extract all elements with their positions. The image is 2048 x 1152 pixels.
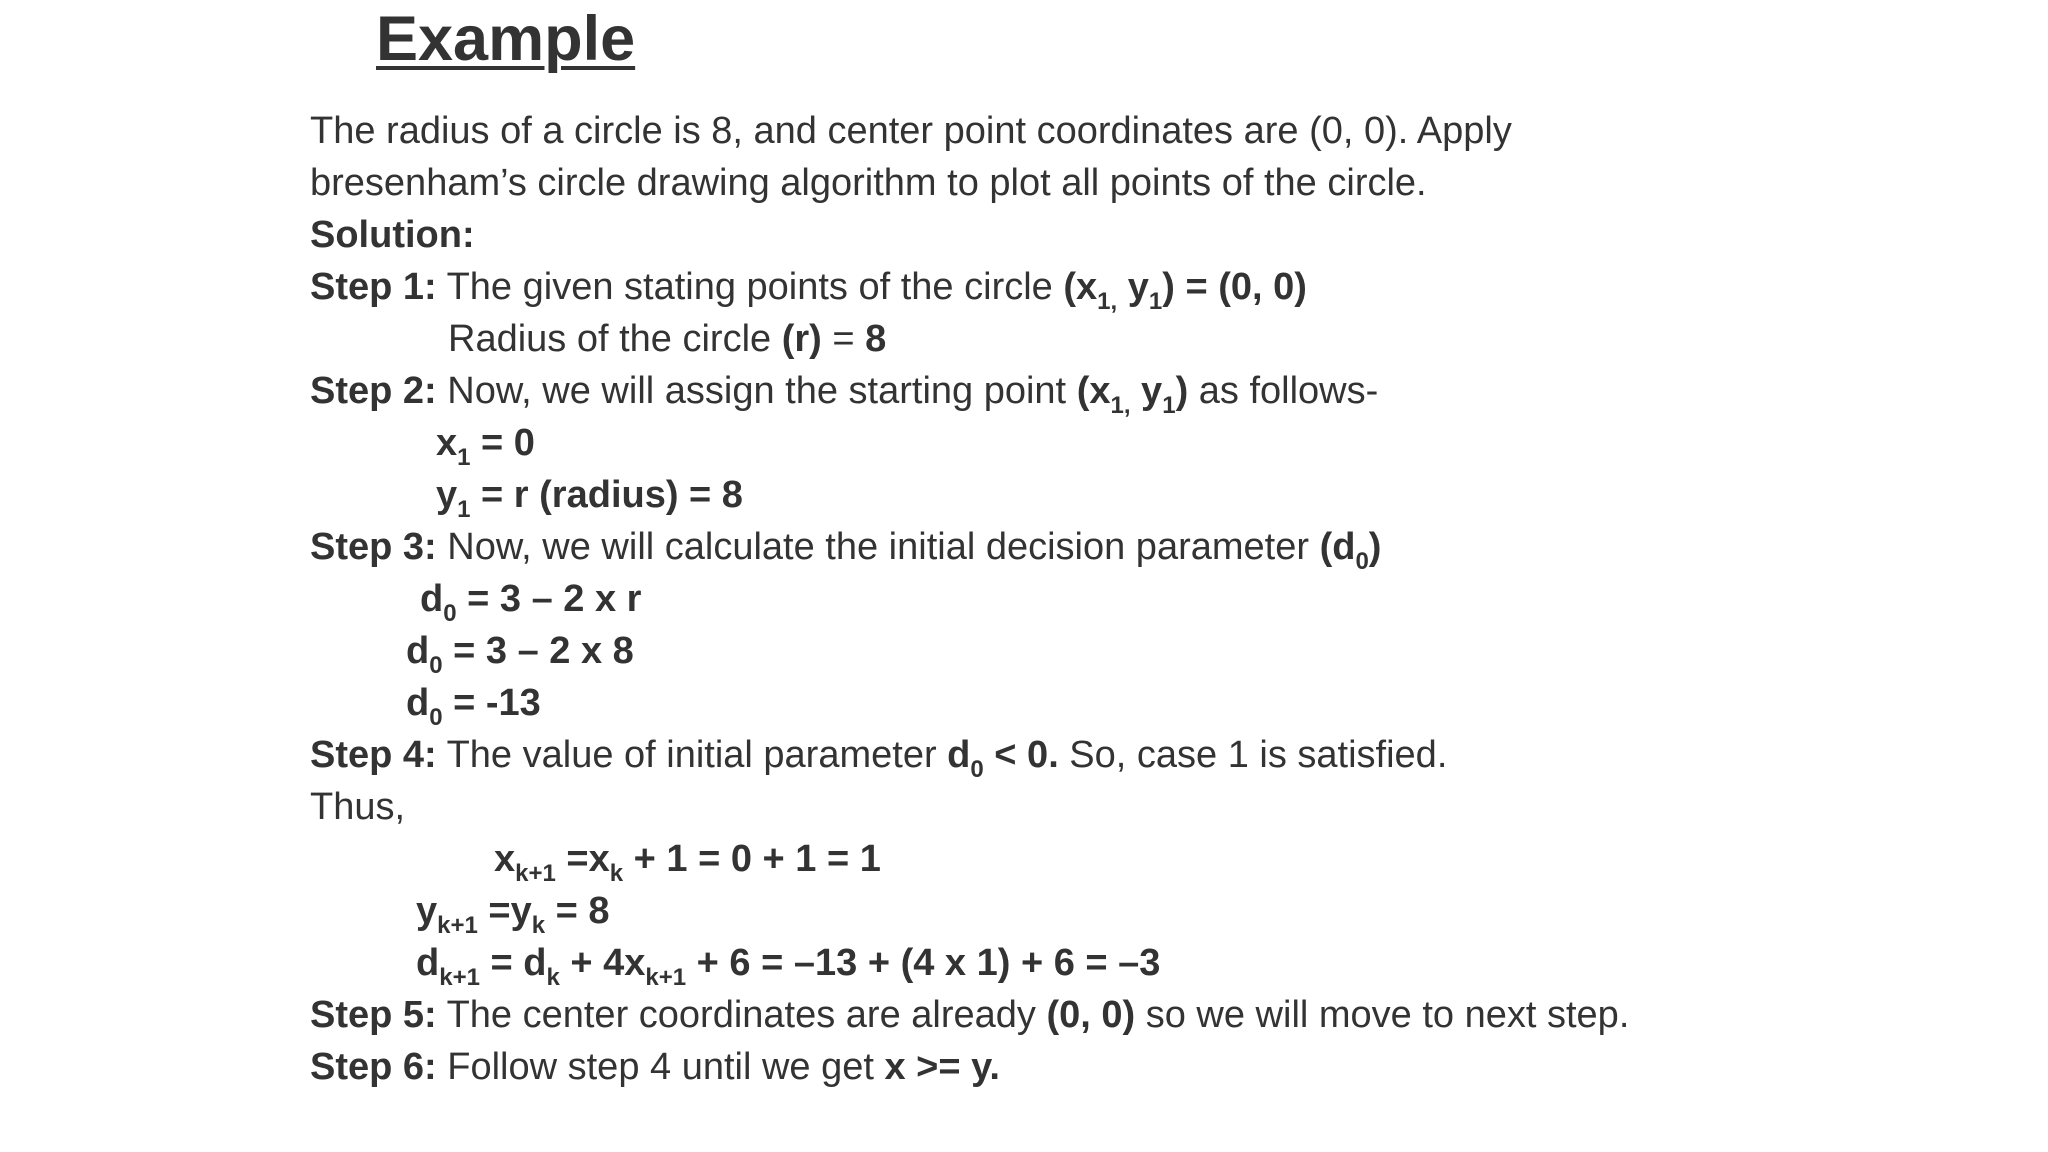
step4-x-equation [494, 833, 881, 885]
step2-x1-sub: 1 [457, 444, 471, 471]
step5-label: Step 5: [310, 994, 437, 1036]
step4-d-var: d [416, 942, 440, 984]
step4-text: The value of initial parameter [436, 734, 948, 776]
step4-y-sub2: k [531, 912, 546, 939]
step1-point-sub1: 1, [1097, 288, 1118, 315]
step1-point-pre: (x [1063, 266, 1098, 308]
step6-text: Follow step 4 until we get [436, 1046, 885, 1088]
step4-d-rest: + 6 = –13 + (4 x 1) + 6 = –3 [686, 942, 1161, 984]
step4-x-rest: + 1 = 0 + 1 = 1 [623, 838, 881, 880]
step3-label: Step 3: [310, 526, 437, 568]
step6-condition: x >= y. [884, 1046, 1000, 1088]
step3-line [310, 521, 1381, 573]
step4-x-eq: =x [555, 838, 610, 880]
step1-radius-symbol: (r) [781, 318, 822, 360]
step3-param [1319, 526, 1382, 575]
problem-line-1: The radius of a circle is 8, and center point coordinates are (0, 0). Apply [310, 110, 1512, 152]
step5-text: The center coordinates are already [436, 994, 1047, 1036]
step5-line [310, 989, 1629, 1041]
step1-point-sub2: 1 [1148, 288, 1163, 315]
step4-d-mid: + 4x [559, 942, 646, 984]
step2-x1-equation [436, 417, 535, 469]
step3-eq2-rest: = 3 – 2 x 8 [442, 630, 634, 672]
step3-eq1-sub: 0 [443, 600, 457, 627]
solution-label: Solution: [310, 214, 475, 256]
step2-point-mid: y [1130, 370, 1163, 412]
step2-point-pre: (x [1076, 370, 1111, 412]
step3-eq3-sub: 0 [429, 704, 443, 731]
step1-point [1063, 266, 1307, 315]
step4-condition-sub: 0 [970, 756, 984, 783]
step3-equation-1 [420, 573, 641, 625]
step4-tail: So, case 1 is satisfied. [1058, 734, 1448, 776]
step1-line [310, 261, 1307, 313]
step4-y-equation [416, 885, 610, 937]
step2-x1-rest: = 0 [470, 422, 535, 464]
step3-param-pre: (d [1319, 526, 1356, 568]
step3-param-post: ) [1368, 526, 1382, 568]
step3-equation-2 [406, 625, 634, 677]
step4-d-eq: = d [479, 942, 547, 984]
step4-condition [947, 734, 1059, 783]
step1-radius-value: 8 [865, 318, 887, 360]
step2-x1-var: x [436, 422, 458, 464]
page-title: Example [376, 4, 636, 74]
step4-y-eq: =y [477, 890, 532, 932]
step6-line [310, 1041, 1000, 1093]
step4-x-sub: k+1 [515, 860, 556, 887]
step2-y1-var: y [436, 474, 458, 516]
step1-radius-eq: = [821, 318, 866, 360]
step2-point-sub1: 1, [1110, 392, 1131, 419]
step4-thus: Thus, [310, 786, 406, 828]
step1-point-post: ) = (0, 0) [1162, 266, 1307, 308]
step5-tail: so we will move to next step. [1135, 994, 1630, 1036]
step2-label: Step 2: [310, 370, 437, 412]
step4-y-sub: k+1 [437, 912, 478, 939]
problem-line-2: bresenham’s circle drawing algorithm to plot all points of the circle. [310, 162, 1427, 204]
step2-y1-equation [436, 469, 743, 521]
step4-x-sub2: k [609, 860, 624, 887]
step4-d-sub3: k+1 [645, 964, 687, 991]
step6-label: Step 6: [310, 1046, 437, 1088]
step1-point-mid: y [1117, 266, 1149, 308]
step2-text: Now, we will assign the starting point [436, 370, 1077, 412]
step3-eq3-var: d [406, 682, 430, 724]
step4-d-sub2: k [546, 964, 560, 991]
step4-y-rest: = 8 [545, 890, 610, 932]
step4-y-var: y [416, 890, 438, 932]
step3-param-sub: 0 [1355, 548, 1369, 575]
step1-text: The given stating points of the circle [436, 266, 1064, 308]
step2-point-post: ) [1175, 370, 1189, 412]
step2-y1-sub: 1 [457, 496, 471, 523]
step3-eq2-sub: 0 [429, 652, 443, 679]
step5-coords: (0, 0) [1046, 994, 1136, 1036]
step3-eq3-rest: = -13 [442, 682, 541, 724]
step2-line [310, 365, 1378, 417]
step4-d-sub: k+1 [439, 964, 480, 991]
step2-y1-rest: = r (radius) = 8 [470, 474, 743, 516]
step4-condition-var: d [947, 734, 971, 776]
step4-x-var: x [494, 838, 516, 880]
step1-radius-line [448, 313, 886, 365]
step3-text: Now, we will calculate the initial decision parameter [436, 526, 1320, 568]
step3-equation-3 [406, 677, 541, 729]
step2-tail: as follows- [1188, 370, 1379, 412]
step2-point [1076, 370, 1189, 419]
step2-point-sub2: 1 [1162, 392, 1176, 419]
step3-eq1-var: d [420, 578, 444, 620]
step1-radius-text: Radius of the circle [448, 318, 782, 360]
step4-condition-rest: < 0. [983, 734, 1059, 776]
step4-label: Step 4: [310, 734, 437, 776]
step3-eq2-var: d [406, 630, 430, 672]
step1-label: Step 1: [310, 266, 437, 308]
step4-d-equation [416, 937, 1160, 989]
step4-line [310, 729, 1447, 781]
step3-eq1-rest: = 3 – 2 x r [456, 578, 642, 620]
